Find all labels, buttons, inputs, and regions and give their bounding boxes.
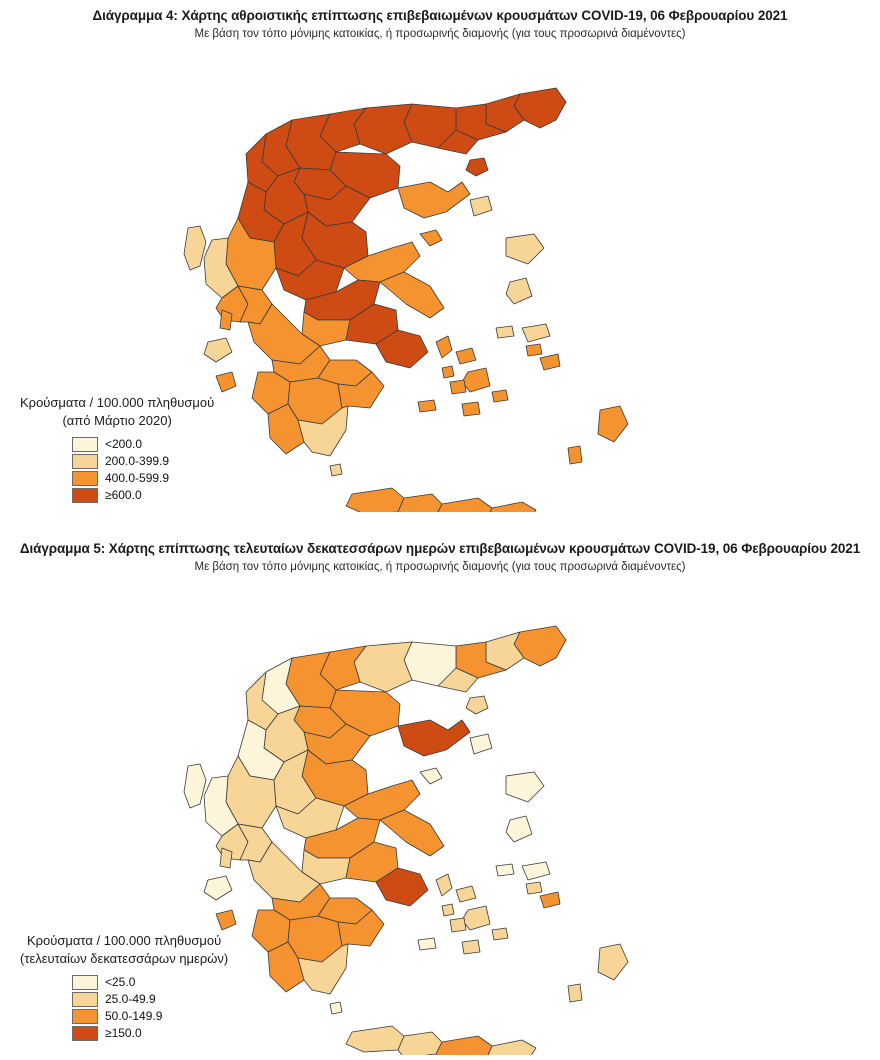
region-ios-santorini [462,940,480,954]
region-karpathos [568,984,582,1002]
region-ikaria [496,864,514,876]
region-sporades [420,230,442,246]
region-rethymno [398,1032,442,1055]
legend-item [72,470,214,486]
region-andros [436,874,452,896]
legend-item [72,1025,228,1041]
region-paros [450,380,466,394]
legend-label-lt200: <200.0 [105,437,143,452]
figure1-title: Διάγραμμα 4: Χάρτης αθροιστικής επίπτωσης επιβεβαιωμένων κρουσμάτων COVID-19, 06 Φεβρουαρίου 2021 [92,8,788,23]
figure1-legend-title-line2: (από Μάρτιο 2020) [62,412,172,428]
figure2-map-area [0,575,880,1055]
region-amorgos [492,928,508,940]
region-ikaria [496,326,514,338]
figure2-title: Διάγραμμα 5: Χάρτης επίπτωσης τελευταίων δεκατεσσάρων ημερών επιβεβαιωμένων κρουσμάτων COVID-19, 06 Φεβρουαρίου 2021 [19,541,861,556]
region-kos [540,892,560,908]
region-irakleio [436,1036,492,1055]
region-samos [522,324,550,342]
legend-label-50-149: 50.0-149.9 [105,1009,163,1024]
legend-item [72,974,228,990]
figure1-subtitle: Με βάση τον τόπο μόνιμης κατοικίας, ή προσωρινής διαμονής (για τους προσωρινά διαμένοντες) [194,28,686,41]
region-kerkyra [184,226,206,270]
region-chios [506,816,532,842]
figure2-legend-rows [72,974,228,1041]
region-kalymnos [526,344,542,356]
figure2-subtitle: Με βάση τον τόπο μόνιμης κατοικίας, ή προσωρινής διαμονής (για τους προσωρινά διαμένοντες) [194,561,686,574]
legend-label-25-49: 25.0-49.9 [105,992,156,1007]
figure2-legend-title-line2: (τελευταίων δεκατεσσάρων ημερών) [20,950,229,966]
figure-cumulative-incidence-map [0,8,880,512]
legend-item [72,453,214,469]
legend-swatch-gte150 [72,1026,98,1041]
region-sporades [420,768,442,784]
region-lasithi [486,502,536,512]
region-naxos [462,906,490,930]
region-thasos [466,158,488,176]
figure1-legend [20,394,214,504]
region-chalkidiki [398,720,470,756]
legend-swatch-gte600 [72,488,98,503]
region-paros [450,918,466,932]
legend-label-gte600: ≥600.0 [105,488,142,503]
figure1-legend-rows [72,436,214,503]
region-tinos-mykonos [456,886,476,902]
region-amorgos [492,390,508,402]
figure2-legend [20,932,228,1042]
region-kerkyra [184,764,206,808]
region-rethymno [398,494,442,512]
region-chalkidiki [398,182,470,218]
region-rodos [598,944,628,980]
region-milos [418,938,436,950]
figure2-legend-title-line1: Κρούσματα / 100.000 πληθυσμού [26,932,222,948]
region-kefallinia [204,338,232,362]
legend-label-400-599: 400.0-599.9 [105,471,170,486]
region-chios [506,278,532,304]
figure-14day-incidence-map [0,541,880,1055]
legend-swatch-400-599 [72,471,98,486]
legend-label-lt25: <25.0 [105,975,136,990]
legend-swatch-50-149 [72,1009,98,1024]
figure1-map-area [0,42,880,512]
region-naxos [462,368,490,392]
region-lefkada [220,848,232,868]
legend-swatch-25-49 [72,992,98,1007]
legend-label-gte150: ≥150.0 [105,1026,142,1041]
region-kos [540,354,560,370]
region-ios-santorini [462,402,480,416]
region-kalymnos [526,882,542,894]
legend-swatch-200-399 [72,454,98,469]
region-evros [514,88,566,128]
region-samos [522,862,550,880]
legend-item [72,487,214,503]
legend-swatch-lt200 [72,437,98,452]
region-andros [436,336,452,358]
region-syros [442,904,454,916]
region-lesvos [506,772,544,802]
region-milos [418,400,436,412]
legend-item [72,991,228,1007]
region-chania [346,488,404,512]
region-limnos [470,734,492,754]
region-irakleio [436,498,492,512]
region-limnos [470,196,492,216]
region-lefkada [220,310,232,330]
region-zakynthos [216,372,236,392]
region-lasithi [486,1040,536,1055]
legend-swatch-lt25 [72,975,98,990]
region-zakynthos [216,910,236,930]
region-syros [442,366,454,378]
region-kythira [330,1002,342,1014]
region-rodos [598,406,628,442]
region-tinos-mykonos [456,348,476,364]
legend-item [72,436,214,452]
figure1-legend-title-line1: Κρούσματα / 100.000 πληθυσμού [20,394,215,410]
region-chania [346,1026,404,1052]
region-evros [514,626,566,666]
region-kythira [330,464,342,476]
region-karpathos [568,446,582,464]
legend-item [72,1008,228,1024]
region-thasos [466,696,488,714]
region-kefallinia [204,876,232,900]
region-lesvos [506,234,544,264]
legend-label-200-399: 200.0-399.9 [105,454,170,469]
